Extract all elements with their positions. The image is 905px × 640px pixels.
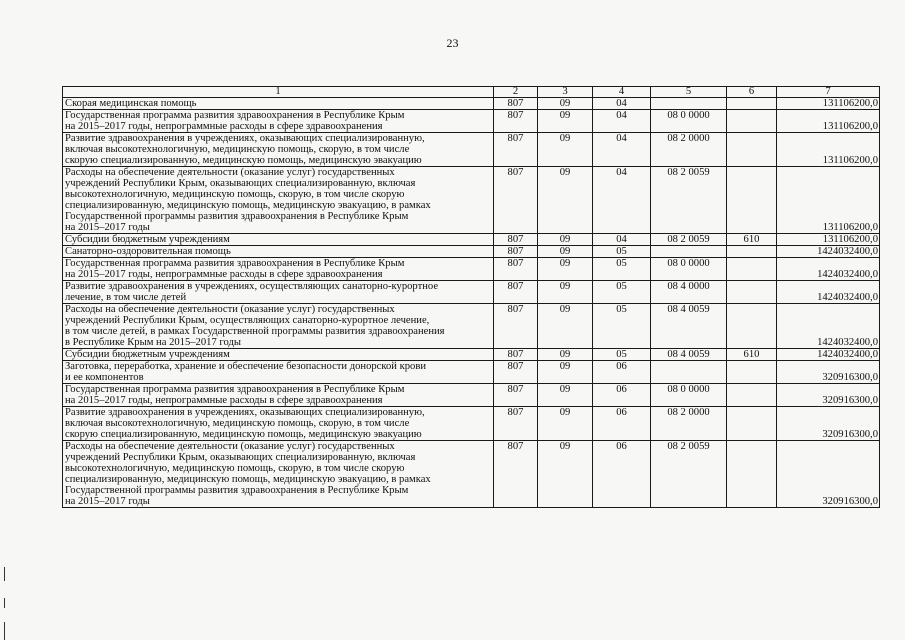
cell-amount: 320916300,0 — [777, 441, 880, 508]
cell-amount: 131106200,0 — [777, 110, 880, 133]
cell-target-article: 08 2 0000 — [651, 133, 727, 167]
cell-amount: 131106200,0 — [777, 234, 880, 246]
cell-target-article: 08 4 0059 — [651, 349, 727, 361]
cell-target-article: 08 2 0059 — [651, 441, 727, 508]
cell-expense-type — [727, 110, 777, 133]
cell-subsection: 06 — [593, 361, 651, 384]
header-cell-col5: 5 — [651, 87, 727, 98]
cell-section: 09 — [538, 349, 593, 361]
cell-amount: 1424032400,0 — [777, 349, 880, 361]
row-description: Государственная программа развития здравоохранения в Республике Крым на 2015–2017 годы, непрограммные расходы в сфере здравоохранения — [63, 384, 494, 407]
cell-subsection: 05 — [593, 304, 651, 349]
cell-expense-type: 610 — [727, 349, 777, 361]
cell-subsection: 06 — [593, 407, 651, 441]
cell-section: 09 — [538, 133, 593, 167]
cell-subsection: 04 — [593, 110, 651, 133]
header-cell-col1: 1 — [63, 87, 494, 98]
cell-target-article: 08 0 0000 — [651, 258, 727, 281]
cell-amount: 320916300,0 — [777, 407, 880, 441]
cell-expense-type — [727, 98, 777, 110]
cell-subsection: 05 — [593, 246, 651, 258]
table-row — [63, 384, 880, 407]
cell-admin-code: 807 — [494, 441, 538, 508]
cell-admin-code: 807 — [494, 167, 538, 234]
header-cell-col6: 6 — [727, 87, 777, 98]
cell-expense-type: 610 — [727, 234, 777, 246]
cell-section: 09 — [538, 234, 593, 246]
table-row — [63, 304, 880, 349]
table-row — [63, 246, 880, 258]
row-description: Санаторно-оздоровительная помощь — [63, 246, 494, 258]
cell-subsection: 04 — [593, 234, 651, 246]
row-description: Субсидии бюджетным учреждениям — [63, 349, 494, 361]
cell-target-article: 08 0 0000 — [651, 384, 727, 407]
cell-subsection: 04 — [593, 167, 651, 234]
budget-table — [62, 86, 880, 508]
cell-subsection: 04 — [593, 133, 651, 167]
cell-admin-code: 807 — [494, 304, 538, 349]
cell-amount: 131106200,0 — [777, 98, 880, 110]
table-row — [63, 110, 880, 133]
row-description: Субсидии бюджетным учреждениям — [63, 234, 494, 246]
cell-expense-type — [727, 246, 777, 258]
cell-subsection: 05 — [593, 281, 651, 304]
table-row — [63, 234, 880, 246]
cell-subsection: 04 — [593, 98, 651, 110]
cell-expense-type — [727, 167, 777, 234]
cell-target-article — [651, 98, 727, 110]
row-description: Развитие здравоохранения в учреждениях, осуществляющих санаторно-курортное лечение, в том числе детей — [63, 281, 494, 304]
cell-admin-code: 807 — [494, 258, 538, 281]
cell-admin-code: 807 — [494, 407, 538, 441]
cell-amount: 1424032400,0 — [777, 304, 880, 349]
row-description: Расходы на обеспечение деятельности (оказание услуг) государственных учреждений Республики Крым, оказывающих специализированную, включая высокотехнологичную, медицинскую помощь, скорую, в том числе скорую специализированную, медицинскую помощь, медицинскую эвакуацию, в рамках Государственной программы развития здравоохранения в Республике Крым на 2015–2017 годы — [63, 167, 494, 234]
cell-section: 09 — [538, 167, 593, 234]
row-description: Государственная программа развития здравоохранения в Республике Крым на 2015–2017 годы, непрограммные расходы в сфере здравоохранения — [63, 258, 494, 281]
cell-target-article — [651, 246, 727, 258]
cell-section: 09 — [538, 258, 593, 281]
cell-section: 09 — [538, 361, 593, 384]
cell-amount: 131106200,0 — [777, 167, 880, 234]
cell-expense-type — [727, 304, 777, 349]
scan-edge-mark — [4, 598, 5, 608]
cell-subsection: 05 — [593, 258, 651, 281]
table-row — [63, 98, 880, 110]
scan-edge-mark — [4, 567, 5, 581]
cell-admin-code: 807 — [494, 98, 538, 110]
cell-section: 09 — [538, 441, 593, 508]
cell-section: 09 — [538, 110, 593, 133]
cell-section: 09 — [538, 281, 593, 304]
row-description: Скорая медицинская помощь — [63, 98, 494, 110]
table-row — [63, 281, 880, 304]
cell-subsection: 05 — [593, 349, 651, 361]
header-cell-col3: 3 — [538, 87, 593, 98]
cell-target-article: 08 2 0059 — [651, 167, 727, 234]
cell-target-article: 08 2 0000 — [651, 407, 727, 441]
cell-amount: 1424032400,0 — [777, 258, 880, 281]
cell-admin-code: 807 — [494, 110, 538, 133]
table-row — [63, 258, 880, 281]
cell-amount: 131106200,0 — [777, 133, 880, 167]
cell-section: 09 — [538, 246, 593, 258]
cell-target-article: 08 4 0000 — [651, 281, 727, 304]
cell-expense-type — [727, 441, 777, 508]
cell-subsection: 06 — [593, 441, 651, 508]
cell-expense-type — [727, 281, 777, 304]
page-number: 23 — [446, 36, 459, 50]
scan-edge-mark — [4, 622, 5, 640]
table-row — [63, 133, 880, 167]
cell-admin-code: 807 — [494, 234, 538, 246]
cell-section: 09 — [538, 304, 593, 349]
cell-admin-code: 807 — [494, 349, 538, 361]
table-row — [63, 441, 880, 508]
cell-expense-type — [727, 361, 777, 384]
row-description: Расходы на обеспечение деятельности (оказание услуг) государственных учреждений Республики Крым, осуществляющих санаторно-курортное лечение, в том числе детей, в рамках Государственной программы развития здравоохранения в Республике Крым на 2015–2017 годы — [63, 304, 494, 349]
cell-subsection: 06 — [593, 384, 651, 407]
header-row — [63, 87, 880, 98]
table-row — [63, 167, 880, 234]
cell-admin-code: 807 — [494, 361, 538, 384]
cell-amount: 320916300,0 — [777, 384, 880, 407]
table-row — [63, 349, 880, 361]
cell-amount: 320916300,0 — [777, 361, 880, 384]
cell-amount: 1424032400,0 — [777, 246, 880, 258]
cell-section: 09 — [538, 98, 593, 110]
cell-target-article: 08 4 0059 — [651, 304, 727, 349]
cell-target-article: 08 2 0059 — [651, 234, 727, 246]
cell-amount: 1424032400,0 — [777, 281, 880, 304]
cell-expense-type — [727, 258, 777, 281]
header-cell-col7: 7 — [777, 87, 880, 98]
cell-expense-type — [727, 407, 777, 441]
header-cell-col4: 4 — [593, 87, 651, 98]
table-row — [63, 407, 880, 441]
cell-section: 09 — [538, 384, 593, 407]
row-description: Государственная программа развития здравоохранения в Республике Крым на 2015–2017 годы, непрограммные расходы в сфере здравоохранения — [63, 110, 494, 133]
row-description: Развитие здравоохранения в учреждениях, оказывающих специализированную, включая высокотехнологичную, медицинскую помощь, скорую, в том числе скорую специализированную, медицинскую помощь, медицинскую эвакуацию — [63, 407, 494, 441]
cell-section: 09 — [538, 407, 593, 441]
cell-expense-type — [727, 133, 777, 167]
cell-admin-code: 807 — [494, 246, 538, 258]
row-description: Расходы на обеспечение деятельности (оказание услуг) государственных учреждений Республики Крым, оказывающих специализированную, включая высокотехнологичную, медицинскую помощь, скорую, в том числе скорую специализированную, медицинскую помощь, медицинскую эвакуацию, в рамках Государственной программы развития здравоохранения в Республике Крым на 2015–2017 годы — [63, 441, 494, 508]
header-cell-col2: 2 — [494, 87, 538, 98]
cell-expense-type — [727, 384, 777, 407]
cell-admin-code: 807 — [494, 133, 538, 167]
cell-admin-code: 807 — [494, 384, 538, 407]
cell-target-article: 08 0 0000 — [651, 110, 727, 133]
cell-target-article — [651, 361, 727, 384]
table-row — [63, 361, 880, 384]
cell-admin-code: 807 — [494, 281, 538, 304]
row-description: Заготовка, переработка, хранение и обеспечение безопасности донорской крови и ее компонентов — [63, 361, 494, 384]
row-description: Развитие здравоохранения в учреждениях, оказывающих специализированную, включая высокотехнологичную, медицинскую помощь, скорую, в том числе скорую специализированную, медицинскую помощь, медицинскую эвакуацию — [63, 133, 494, 167]
